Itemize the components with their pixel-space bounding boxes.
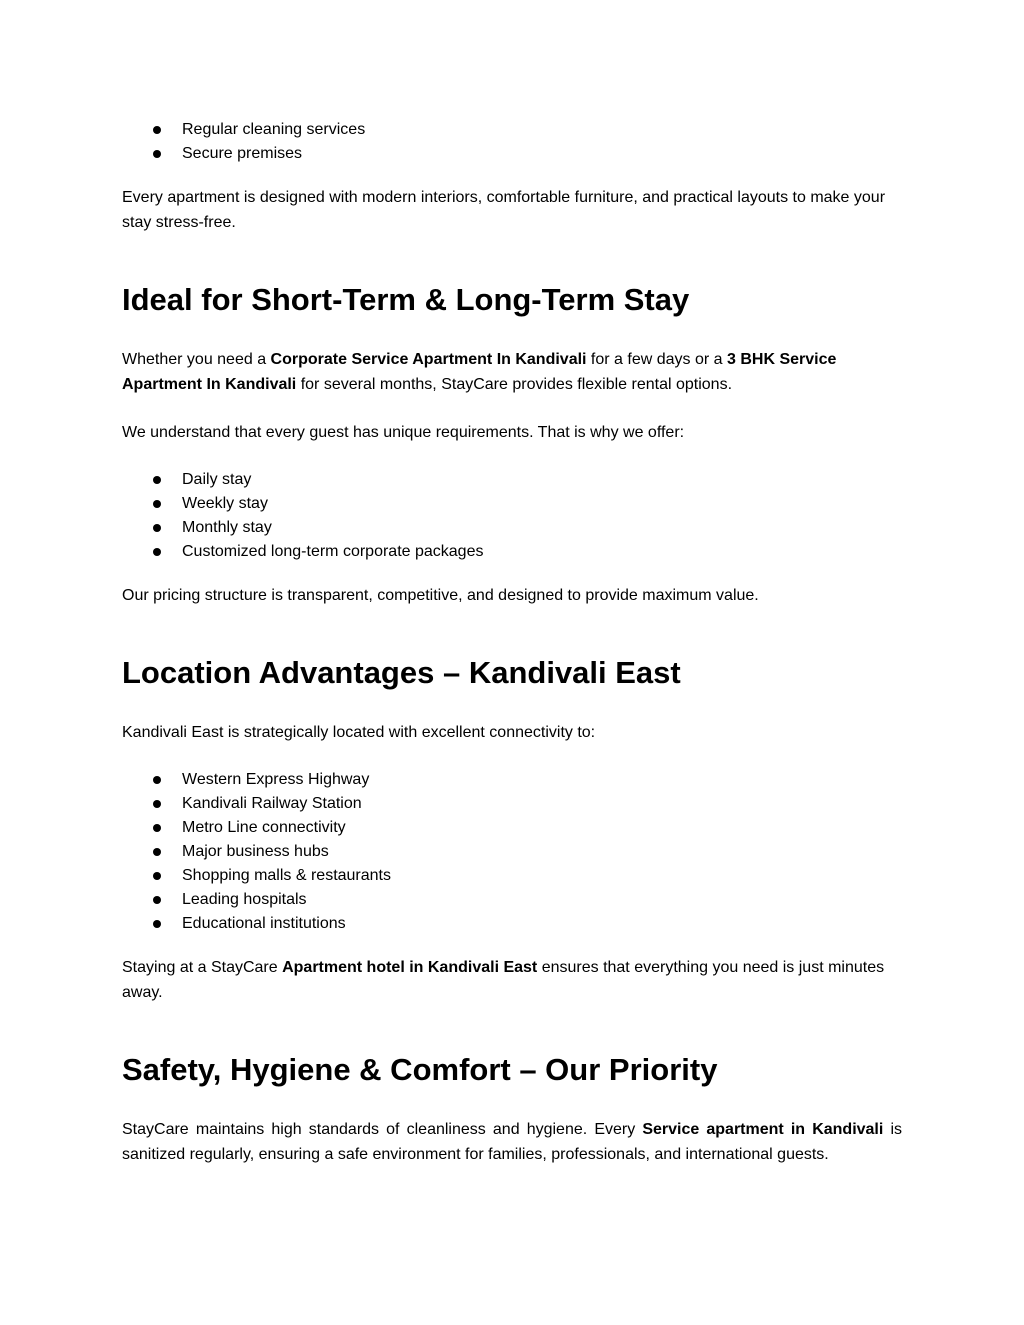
list-item-text: Customized long-term corporate packages [182, 543, 484, 560]
bullet-icon [153, 920, 161, 928]
list-item-text: Weekly stay [182, 495, 268, 512]
list-item-text: Kandivali Railway Station [182, 795, 362, 812]
section-heading: Safety, Hygiene & Comfort – Our Priority [122, 1052, 718, 1087]
bullet-list [122, 468, 902, 564]
list-item [122, 492, 902, 516]
list-item [122, 468, 902, 492]
section-heading: Ideal for Short-Term & Long-Term Stay [122, 282, 690, 317]
list-item-text: Western Express Highway [182, 771, 370, 788]
list-item [122, 888, 902, 912]
paragraph [122, 955, 902, 1005]
list-item [122, 840, 902, 864]
text-run: Staying at a StayCare [122, 959, 283, 976]
text-run: Kandivali East is strategically located with excellent connectivity to: [122, 724, 596, 741]
list-item-text: Monthly stay [182, 519, 272, 536]
bullet-icon [153, 126, 161, 134]
bullet-icon [153, 824, 161, 832]
list-item [122, 792, 902, 816]
list-item-text: Secure premises [182, 145, 303, 162]
paragraph [122, 720, 902, 745]
bullet-icon [153, 150, 161, 158]
list-item-text: Major business hubs [182, 843, 329, 860]
list-item-text: Leading hospitals [182, 891, 307, 908]
text-run: is sanitized regularly, ensuring a safe environment for families, professionals, and international guests. [122, 1121, 902, 1163]
paragraph [122, 347, 902, 397]
bold-text-run: Apartment hotel in Kandivali East [282, 959, 538, 976]
text-run: StayCare maintains high standards of cleanliness and hygiene. Every [122, 1121, 643, 1138]
bullet-icon [153, 776, 161, 784]
bullet-icon [153, 896, 161, 904]
list-item-text: Metro Line connectivity [182, 819, 346, 836]
paragraph [122, 583, 902, 608]
bullet-icon [153, 848, 161, 856]
document-content [122, 118, 902, 1167]
list-item [122, 118, 902, 142]
list-item [122, 540, 902, 564]
list-item [122, 768, 902, 792]
list-item-text: Educational institutions [182, 915, 346, 932]
list-item-text: Regular cleaning services [182, 121, 366, 138]
text-run: Every apartment is designed with modern interiors, comfortable furniture, and practical layouts to make your stay stress-free. [122, 189, 886, 231]
bullet-list [122, 118, 902, 166]
bullet-icon [153, 476, 161, 484]
list-item [122, 816, 902, 840]
paragraph [122, 420, 902, 445]
bullet-icon [153, 548, 161, 556]
text-run: for several months, StayCare provides flexible rental options. [296, 376, 733, 393]
paragraph [122, 185, 902, 235]
section-heading: Location Advantages – Kandivali East [122, 655, 681, 690]
list-item-text: Daily stay [182, 471, 252, 488]
list-item [122, 864, 902, 888]
bold-text-run: Corporate Service Apartment In Kandivali [270, 351, 587, 368]
text-run: ensures that everything you need is just minutes away. [122, 959, 885, 1001]
text-run: Our pricing structure is transparent, competitive, and designed to provide maximum value. [122, 587, 759, 604]
bullet-icon [153, 800, 161, 808]
list-item [122, 142, 902, 166]
bullet-icon [153, 872, 161, 880]
text-run: for a few days or a [586, 351, 727, 368]
bullet-icon [153, 500, 161, 508]
list-item-text: Shopping malls & restaurants [182, 867, 391, 884]
bold-text-run: Service apartment in Kandivali [642, 1121, 884, 1138]
bullet-list [122, 768, 902, 936]
list-item [122, 912, 902, 936]
bullet-icon [153, 524, 161, 532]
text-run: We understand that every guest has unique requirements. That is why we offer: [122, 424, 685, 441]
list-item [122, 516, 902, 540]
text-run: Whether you need a [122, 351, 271, 368]
paragraph [122, 1117, 902, 1167]
bold-text-run: 3 BHK Service Apartment In Kandivali [122, 351, 837, 393]
